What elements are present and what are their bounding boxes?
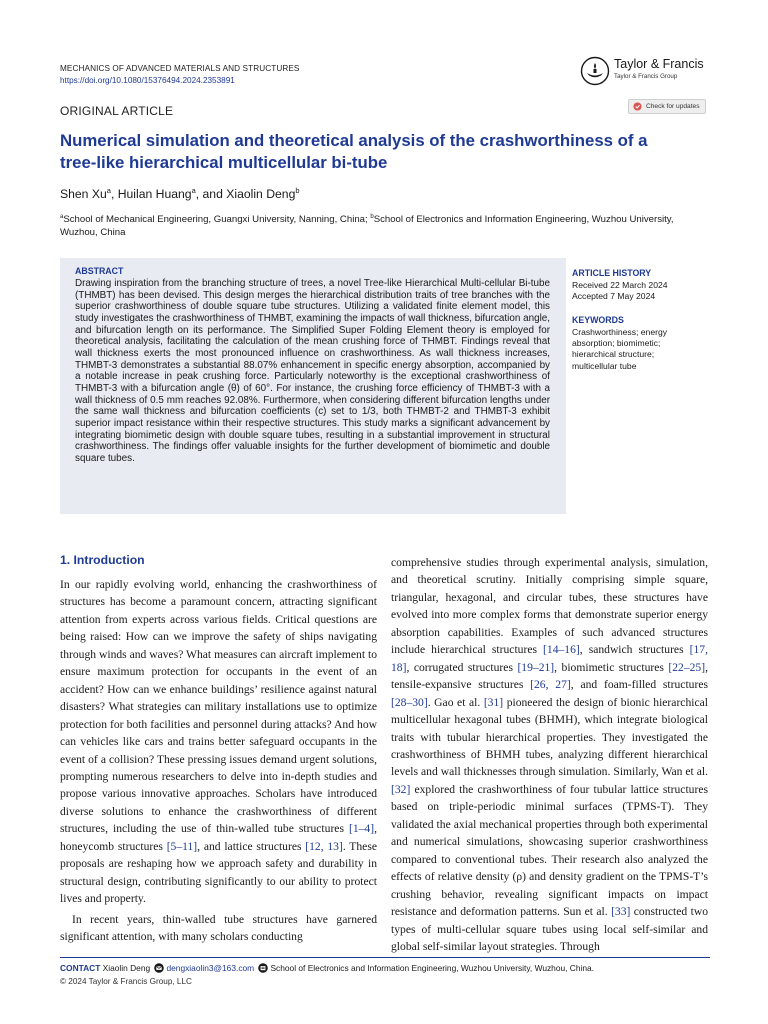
email-icon	[154, 963, 164, 973]
author-affil-sup: a	[106, 186, 111, 195]
publisher-name: Taylor & Francis	[614, 57, 704, 71]
body-text: constructed two types of multi-cellular square tubes using local self-similar and global self-similar layout strategies. Through	[391, 905, 708, 953]
body-text: . These proposals are reshaping how we approach safety and durability in structural design, contributing significantly to our ability to protect lives and property.	[60, 839, 377, 906]
article-type: ORIGINAL ARTICLE	[60, 104, 174, 118]
citation-link[interactable]: [14–16]	[543, 643, 580, 657]
copyright: © 2024 Taylor & Francis Group, LLC	[60, 977, 192, 986]
citation-link[interactable]: [17, 18]	[391, 643, 708, 674]
publisher-logo[interactable]	[580, 56, 710, 88]
author-list	[60, 186, 300, 201]
contact-name: Xiaolin Deng	[102, 963, 151, 973]
body-text: , tensile-expansive structures	[391, 660, 708, 692]
body-text: In recent years, thin-walled tube structures have garnered significant attention, with many scholars conducting	[60, 913, 377, 944]
body-text: . Gao et al.	[427, 695, 484, 709]
author-separator: , and	[195, 187, 227, 202]
accepted-date: Accepted 7 May 2024	[572, 291, 656, 301]
contact-label: CONTACT	[60, 963, 101, 973]
publisher-lamp-icon	[580, 56, 610, 86]
author-name[interactable]: Shen Xu	[60, 187, 107, 202]
check-updates-label: Check for updates	[646, 103, 700, 110]
contact-address: School of Electronics and Information Engineering, Wuzhou University, Wuzhou, China.	[270, 963, 595, 973]
received-date: Received 22 March 2024	[572, 280, 668, 290]
citation-link[interactable]: [31]	[483, 695, 504, 709]
body-text: , and foam-filled structures	[570, 678, 708, 692]
check-updates-icon	[633, 102, 642, 111]
citation-link[interactable]: [22–25]	[668, 660, 706, 674]
citation-link[interactable]: [19–21]	[517, 660, 555, 674]
article-history-heading: ARTICLE HISTORY	[572, 268, 652, 278]
author-name[interactable]: Xiaolin Deng	[226, 187, 296, 202]
body-text: , corrugated structures	[406, 660, 518, 674]
author-affil-sup: b	[295, 186, 300, 195]
section-heading: 1. Introduction	[60, 553, 145, 567]
abstract-text: Drawing inspiration from the branching structure of trees, a novel Tree-like Hierarchical Multi-cellular Bi-tube (THMBT) has been devised. This design merges the hierarchical distribution traits of tree branches with the superior crashworthiness of double square tube structures. Utilizing a validated finite element model, this study investigates the crashworthiness of THMBT, examining the impacts of wall thickness, bifurcation angle, and bifurcation length on its performance. The Simplified Super Folding Element theory is employed for theoretical analysis, facilitating the calculation of the mean crushing force of THMBT. Findings reveal that wall thickness exerts the most pronounced influence on crashworthiness. As wall thickness increases, THMBT-3 demonstrates a substantial 88.07% enhancement in specific energy absorption, accompanied by a notable increase in peak crushing force. Particularly noteworthy is the exceptional crashworthiness of THMBT-3 with a bifurcation angle (θ) of 60°. For instance, the crushing force efficiency of THMBT-3 with a wall thickness of 0.5 mm reaches 92.08%. Furthermore, when considering different bifurcation lengths under the same wall thickness and bifurcation coefficients (c) set to 1/3, both THMBT-2 and THMBT-3 exhibit superior impact resistance within their respective structures. This study marks a significant advancement by integrating biomimetic design with double square tubes, resulting in a substantial improvement in structural crashworthiness. The findings offer valuable insights for the further development of biomimetic and double square tubes.	[75, 278, 550, 464]
body-column-2	[391, 554, 708, 955]
citation-link[interactable]: [28–30]	[391, 695, 428, 709]
citation-link[interactable]: [5–11]	[166, 839, 198, 853]
doi-link[interactable]: https://doi.org/10.1080/15376494.2024.2353891	[60, 76, 235, 85]
footer-rule	[60, 957, 710, 958]
keywords-list: Crashworthiness; energy absorption; biomimetic; hierarchical structure; multicellular tube	[572, 327, 668, 371]
body-text: , and lattice structures	[197, 839, 306, 853]
body-text: pioneered the design of bionic hierarchical multicellular hexagonal tubes (BHMH), which integrate biological traits with tubular hierarchical properties. They investigated the crashworthiness of BHMH tubes, analyzing different hierarchical levels and wall thicknesses through simulation. Similarly, Wan et al.	[391, 695, 708, 779]
citation-link[interactable]: [12, 13]	[305, 839, 343, 853]
journal-name: MECHANICS OF ADVANCED MATERIALS AND STRUCTURES	[60, 64, 300, 73]
body-text: In our rapidly evolving world, enhancing the crashworthiness of structures has become a paramount concern, attracting significant attention from experts across various fields. Critical questions are being raised: How can we improve the safety of ships navigating through winds and waves? What measures can aircraft implement to ensure maximum protection for occupants in the event of an accident? How can we enhance buildings’ resilience against natural disasters? What strategies can military installations use to optimize protection for both facilities and personnel during attacks? And how can vehicles like cars and trains better safeguard occupants in the event of a collision? These pressing issues demand urgent solutions, prompting numerous researchers to delve into in-depth studies and propose various innovative approaches. Scholars have introduced diverse solutions to enhance the crashworthiness of different structures, including the use of thin-walled tube structures	[60, 578, 377, 836]
author-separator: ,	[110, 187, 118, 202]
body-text: , honeycomb structures	[60, 822, 377, 853]
contact-line	[60, 963, 594, 973]
affil-text: School of Mechanical Engineering, Guangxi University, Nanning, China;	[63, 214, 371, 226]
body-text: explored the crashworthiness of four tubular lattice structures based on triple-periodic minimal surfaces (TPMS-T). They validated the axial mechanical properties through both experimental and numerical simulations, showcasing superior crashworthiness compared to conventional tubes. Their research also analyzed the effects of relative density (ρ) and density gradient on the TPMS-T’s crushing behavior, revealing significant impacts on impact resistance and deformation patterns. Sun et al.	[391, 782, 708, 919]
check-updates-button[interactable]	[628, 99, 706, 114]
affiliations	[60, 211, 710, 239]
article-title: Numerical simulation and theoretical analysis of the crashworthiness of a tree-like hierarchical multicellular bi-tube	[60, 131, 648, 172]
affil-text: School of Electronics and Information Engineering, Wuzhou University, Wuzhou, China	[60, 214, 674, 239]
citation-link[interactable]: [26, 27]	[530, 678, 571, 692]
body-paragraph	[60, 911, 377, 946]
citation-link[interactable]: [1–4]	[348, 822, 375, 836]
keywords-heading: KEYWORDS	[572, 315, 624, 325]
address-icon	[258, 963, 268, 973]
body-text: , biomimetic structures	[554, 660, 669, 674]
abstract-heading: ABSTRACT	[75, 266, 124, 276]
contact-email[interactable]: dengxiaolin3@163.com	[166, 963, 255, 973]
body-paragraph	[60, 576, 377, 908]
citation-link[interactable]: [32]	[391, 782, 411, 796]
publisher-group: Taylor & Francis Group	[614, 73, 678, 80]
affil-sup: a	[60, 214, 64, 220]
body-text: , sandwich structures	[579, 643, 690, 657]
author-affil-sup: a	[191, 186, 196, 195]
citation-link[interactable]: [33]	[611, 905, 631, 919]
affil-sup: b	[370, 214, 374, 220]
author-name[interactable]: Huilan Huang	[117, 187, 192, 202]
body-text: comprehensive studies through experimental analysis, simulation, and theoretical scrutiny. Initially comprising simple square, triangular, hexagonal, and circular tubes, these structures have evolved into more complex forms that demonstrate superior energy absorption capabilities. Examples of such advanced structures include hierarchical structures	[391, 556, 708, 657]
